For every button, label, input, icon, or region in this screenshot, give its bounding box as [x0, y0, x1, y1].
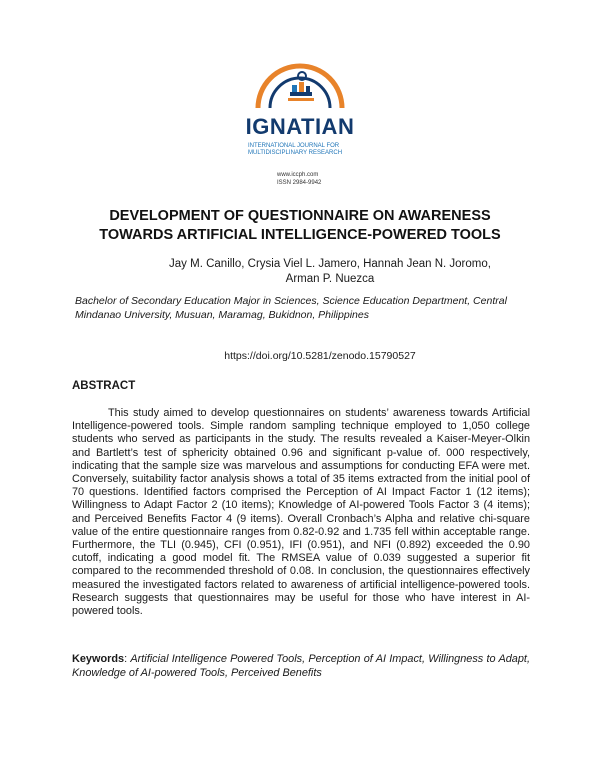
- author-affiliation: Bachelor of Secondary Education Major in Sciences, Science Education Department, Central Mindanao University, Musuan, Maramag, Bukidnon, Philippines: [75, 295, 507, 321]
- author-list: Jay M. Canillo, Crysia Viel L. Jamero, Hannah Jean N. Joromo, Arman P. Nuezca: [169, 258, 491, 285]
- doi-link[interactable]: https://doi.org/10.5281/zenodo.15790527: [224, 350, 416, 362]
- abstract-body: This study aimed to develop questionnaires on students’ awareness towards Artificial Intelligence-powered tools. Simple random sampling technique employed to 1,050 college students who served as participants in the study. The results revealed a Kaiser-Meyer-Olkin and Bartlett’s test of sphericity obtained 0.96 and significant p-value of. 000 respectively, indicating that the sample size was marvelous and assumptions for conducting EFA were met. Conversely, suitability factor analysis shows a total of 35 items extracted from the initial pool of 70 questions. Identified factors comprised the Perception of AI Impact Factor 1 (12 items); Willingness to Adapt Factor 2 (10 items); Knowledge of AI-powered Tools Factor 3 (4 items); and Perceived Benefits Factor 4 (9 items). Overall Cronbach’s Alpha and relative chi-square value of the entire questionnaire ranges from 0.82-0.92 and 1.735 fell within acceptable range. Furthermore, the TLI (0.945), CFI (0.951), IFI (0.951), and NFI (0.892) exceeded the 0.90 cutoff, indicating a good model fit. The RMSEA value of 0.039 suggested a superior fit compared to the recommended threshold of 0.08. In conclusion, the questionnaires effectively measured the investigated factors related to awareness of artificial intelligence-powered tools. Research suggests that questionnaires may be useful for those who have interest in AI-powered tools.: [72, 407, 530, 618]
- keywords-separator: :: [124, 653, 131, 665]
- paper-title: DEVELOPMENT OF QUESTIONNAIRE ON AWARENESS TOWARDS ARTIFICIAL INTELLIGENCE-POWERED TOOLS: [99, 208, 501, 243]
- journal-brand-name: IGNATIAN: [245, 114, 355, 139]
- journal-issn: ISSN 2984-9942: [277, 180, 322, 186]
- keywords-list: Artificial Intelligence Powered Tools, Perception of AI Impact, Willingness to Adapt, Knowledge of AI-powered Tools, Perceived Benefits: [72, 653, 530, 679]
- abstract-heading: ABSTRACT: [72, 380, 136, 392]
- journal-full-name: INTERNATIONAL JOURNAL FOR MULTIDISCIPLINARY RESEARCH: [248, 143, 343, 156]
- journal-website-link[interactable]: www.iccph.com: [277, 172, 319, 178]
- keywords-section: [72, 652, 530, 680]
- journal-logo-icon: [248, 50, 352, 110]
- keywords-label: Keywords: [72, 653, 125, 665]
